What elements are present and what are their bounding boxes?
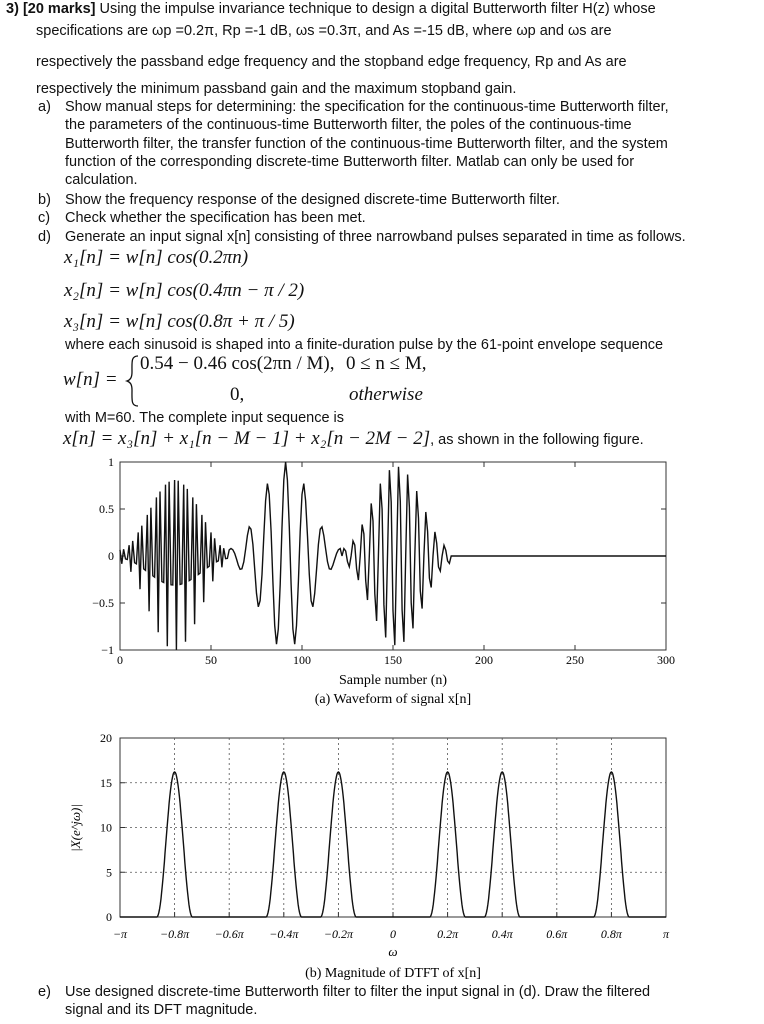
part-b-text: Show the frequency response of the designed discrete-time Butterworth filter. — [65, 192, 560, 208]
envelope-lhs: w[n] = — [63, 369, 118, 390]
part-d-with-text: with M=60. The complete input sequence is — [65, 410, 345, 426]
figure-b-title: (b) Magnitude of DTFT of x[n] — [305, 966, 481, 981]
part-d-envelope-text: where each sinusoid is shaped into a finite-duration pulse by the 61-point envelope sequence — [65, 337, 664, 353]
problem-line-4: respectively the minimum passband gain and the maximum stopband gain. — [36, 81, 517, 97]
figure-b-xtick-label: −0.4π — [269, 927, 299, 941]
input-sequence-tail: , as shown in the following figure. — [430, 432, 644, 448]
figure-b-xtick-label: 0 — [390, 927, 396, 941]
figure-b-ylabel: |X(e^jω)| — [68, 804, 83, 852]
part-c-text: Check whether the specification has been met. — [65, 210, 366, 226]
problem-marks: [20 marks] — [22, 1, 96, 17]
figure-b-xtick-label: −0.8π — [160, 927, 190, 941]
problem-header — [6, 0, 656, 18]
part-a-label: a) — [38, 99, 51, 115]
figure-b-ytick-label: 5 — [106, 865, 112, 880]
figure-a-xtick-label: 50 — [205, 653, 217, 667]
figure-a-signal-line — [120, 462, 666, 650]
part-a-line-5: calculation. — [65, 172, 138, 188]
equation-x3: x₃[n] = w[n] cos(0.8π + π / 5) — [64, 311, 295, 332]
part-d-text: Generate an input signal x[n] consisting of three narrowband pulses separated in time as follows. — [65, 229, 686, 245]
part-a-line-3: Butterworth filter, the transfer function of the continuous-time Butterworth filter, and the system — [65, 136, 668, 152]
equation-x1: x₁[n] = w[n] cos(0.2πn) — [64, 247, 249, 268]
part-c-label: c) — [38, 210, 51, 226]
figure-a-xtick-label: 300 — [657, 653, 675, 667]
figure-b-xlabel: ω — [388, 944, 398, 959]
part-e-label: e) — [38, 984, 51, 1000]
figure-b-xtick-label: 0.4π — [491, 927, 513, 941]
problem-line-2: specifications are ωp =0.2π, Rp =-1 dB, ωs =0.3π, and As =-15 dB, where ωp and ωs are — [36, 23, 612, 39]
figure-b-xtick-label: 0.8π — [600, 927, 622, 941]
figure-b-xtick-label: π — [662, 927, 670, 941]
input-sequence-line — [63, 430, 644, 449]
figure-a-xlabel: Sample number (n) — [338, 673, 448, 688]
part-d-label: d) — [38, 229, 51, 245]
problem-intro: Using the impulse invariance technique to design a digital Butterworth filter H(z) whose — [99, 1, 656, 17]
figure-b-xtick-label: −π — [112, 927, 128, 941]
piecewise-brace — [126, 354, 140, 408]
figure-b-xtick-label: −0.2π — [323, 927, 353, 941]
figure-a-xtick-label: 250 — [566, 653, 584, 667]
figure-b-ytick-label: 15 — [100, 775, 112, 790]
part-e-line-2: signal and its DFT magnitude. — [65, 1002, 258, 1018]
figure-b-xtick-label: −0.6π — [214, 927, 244, 941]
figure-a-ytick-label: −0.5 — [92, 596, 114, 610]
problem-line-3: respectively the passband edge frequency and the stopband edge frequency, Rp and As are — [36, 54, 627, 70]
part-b-label: b) — [38, 192, 51, 208]
problem-number: 3) — [6, 1, 19, 17]
part-a-line-2: the parameters of the continuous-time Butterworth filter, the poles of the continuous-time — [65, 117, 632, 133]
figure-b-ytick-label: 0 — [106, 910, 112, 924]
figure-a-ytick-label: 1 — [108, 455, 114, 469]
figure-a-xtick-label: 200 — [475, 653, 493, 667]
envelope-case-1: 0.54 − 0.46 cos(2πn / M), — [140, 353, 335, 374]
figure-a-ytick-label: 0 — [108, 549, 114, 563]
figure-b-dtft-magnitude — [70, 724, 690, 984]
part-e-line-1: Use designed discrete-time Butterworth filter to filter the input signal in (d). Draw the filtered — [65, 984, 651, 1000]
figure-a-ytick-label: −1 — [101, 643, 114, 657]
figure-a-title: (a) Waveform of signal x[n] — [314, 692, 472, 707]
figure-a-xtick-label: 0 — [117, 653, 123, 667]
figure-b-ytick-label: 20 — [100, 731, 112, 745]
figure-a-xtick-label: 100 — [293, 653, 311, 667]
part-a-line-4: function of the corresponding discrete-time Butterworth filter. Matlab can only be used for — [65, 154, 635, 170]
equation-x2: x₂[n] = w[n] cos(0.4πn − π / 2) — [64, 280, 305, 301]
figure-a-ytick-label: 0.5 — [99, 502, 114, 516]
part-a-line-1: Show manual steps for determining: the specification for the continuous-time Butterworth filter, — [65, 99, 669, 115]
figure-b-ytick-label: 10 — [100, 820, 112, 835]
envelope-condition-1: 0 ≤ n ≤ M, — [346, 353, 427, 374]
figure-b-xtick-label: 0.2π — [437, 927, 459, 941]
figure-a-xtick-label: 150 — [384, 653, 402, 667]
input-sequence-equation: x[n] = x₃[n] + x₁[n − M − 1] + x₂[n − 2M − 2] — [63, 428, 431, 449]
figure-b-xtick-label: 0.6π — [546, 927, 568, 941]
envelope-case-2: 0, — [230, 384, 245, 405]
figure-a-waveform — [70, 452, 690, 712]
envelope-condition-2: otherwise — [349, 384, 423, 405]
